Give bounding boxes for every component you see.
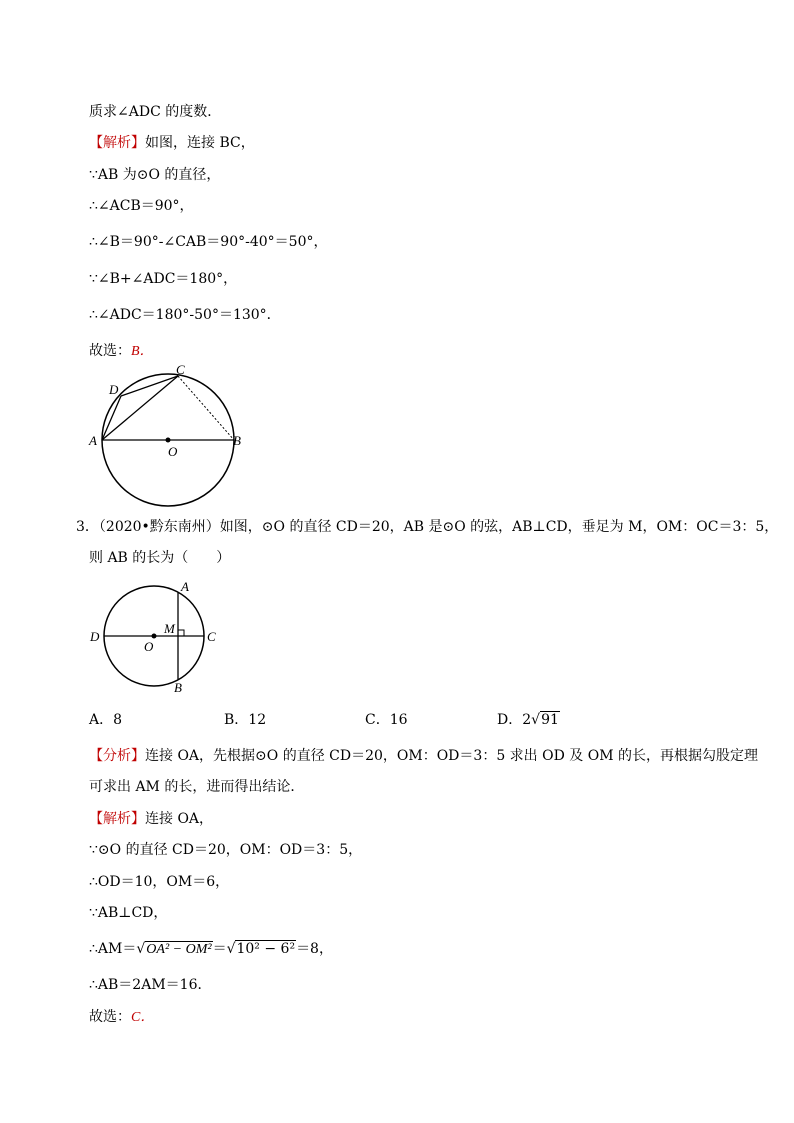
option-B[interactable]: B．12 [224, 712, 267, 728]
problem-stem-line1: 3．（2020•黔东南州）如图，⊙O 的直径 CD＝20，AB 是⊙O 的弦，AB⊥CD，垂足为 M，OM：OC＝3：5， [76, 519, 779, 535]
label-A: A [181, 579, 189, 594]
label-M: M [164, 621, 175, 636]
chord-AD [102, 396, 121, 440]
label-C: C [207, 629, 216, 644]
sqrt-sign: √ [136, 941, 146, 957]
label-D: D [109, 382, 119, 397]
answer-line [89, 1008, 154, 1027]
formula-radicand-1: OA² − OM² [146, 942, 212, 957]
text-line: ∵∠B+∠ADC＝180°， [89, 271, 238, 287]
jiexi-tag: 【解析】 [89, 135, 145, 151]
option-D-prefix: D．2 [497, 712, 532, 728]
formula-radicand-2: 10² − 6² [236, 941, 296, 957]
option-D[interactable] [497, 711, 560, 729]
label-A: A [89, 433, 97, 448]
option-C[interactable]: C．16 [365, 712, 408, 728]
text-line: ∴∠B＝90°-∠CAB＝90°-40°＝50°， [89, 234, 328, 250]
answer-prefix: 故选： [89, 343, 131, 359]
label-O: O [144, 639, 154, 654]
analysis-text: 如图，连接 BC， [145, 135, 255, 151]
analysis-line [89, 810, 213, 828]
option-D-radicand: 91 [541, 712, 559, 728]
label-B: B [174, 680, 182, 695]
formula-result: ＝8， [296, 941, 333, 957]
answer-value: B． [131, 344, 154, 359]
answer-value: C． [131, 1010, 155, 1025]
formula-line [89, 940, 333, 958]
fenxi-line2: 可求出 AM 的长，进而得出结论． [89, 779, 305, 795]
text-line: ∵AB⊥CD， [89, 905, 168, 921]
jiexi-tag: 【解析】 [89, 811, 145, 827]
circle-figure-1 [80, 360, 260, 510]
text-line: ∵AB 为⊙O 的直径， [89, 167, 221, 183]
text-line: 质求∠ADC 的度数． [89, 104, 222, 120]
label-C: C [176, 362, 185, 377]
center-point [152, 634, 157, 639]
right-angle-mark [178, 630, 184, 636]
label-D: D [90, 629, 100, 644]
text-line: ∴∠ADC＝180°-50°＝130°． [89, 307, 281, 323]
formula-prefix: ∴AM＝ [89, 941, 137, 957]
sqrt-sign: √ [226, 941, 236, 957]
option-A[interactable]: A．8 [89, 712, 123, 728]
label-O: O [168, 444, 178, 459]
answer-line [89, 342, 154, 361]
fenxi-tag: 【分析】 [89, 748, 145, 764]
problem-stem-line2: 则 AB 的长为（ ） [89, 550, 231, 566]
fenxi-line1 [89, 747, 758, 765]
formula-equals: ＝ [212, 941, 227, 957]
analysis-text: 连接 OA， [145, 811, 214, 827]
text-line: ∴AB＝2AM＝16． [89, 977, 212, 993]
text-line: ∵⊙O 的直径 CD＝20，OM：OD＝3：5， [89, 842, 363, 858]
analysis-line [89, 134, 255, 152]
text-line: ∴∠ACB＝90°， [89, 198, 194, 214]
sqrt-sign: √ [531, 712, 541, 728]
center-point [166, 438, 171, 443]
answer-prefix: 故选： [89, 1009, 131, 1025]
label-B: B [233, 433, 241, 448]
circle-figure-2 [85, 575, 225, 700]
fenxi-text: 连接 OA，先根据⊙O 的直径 CD＝20，OM：OD＝3：5 求出 OD 及 OM 的长，再根据勾股定理 [145, 748, 758, 764]
text-line: ∴OD＝10，OM＝6， [89, 874, 230, 890]
